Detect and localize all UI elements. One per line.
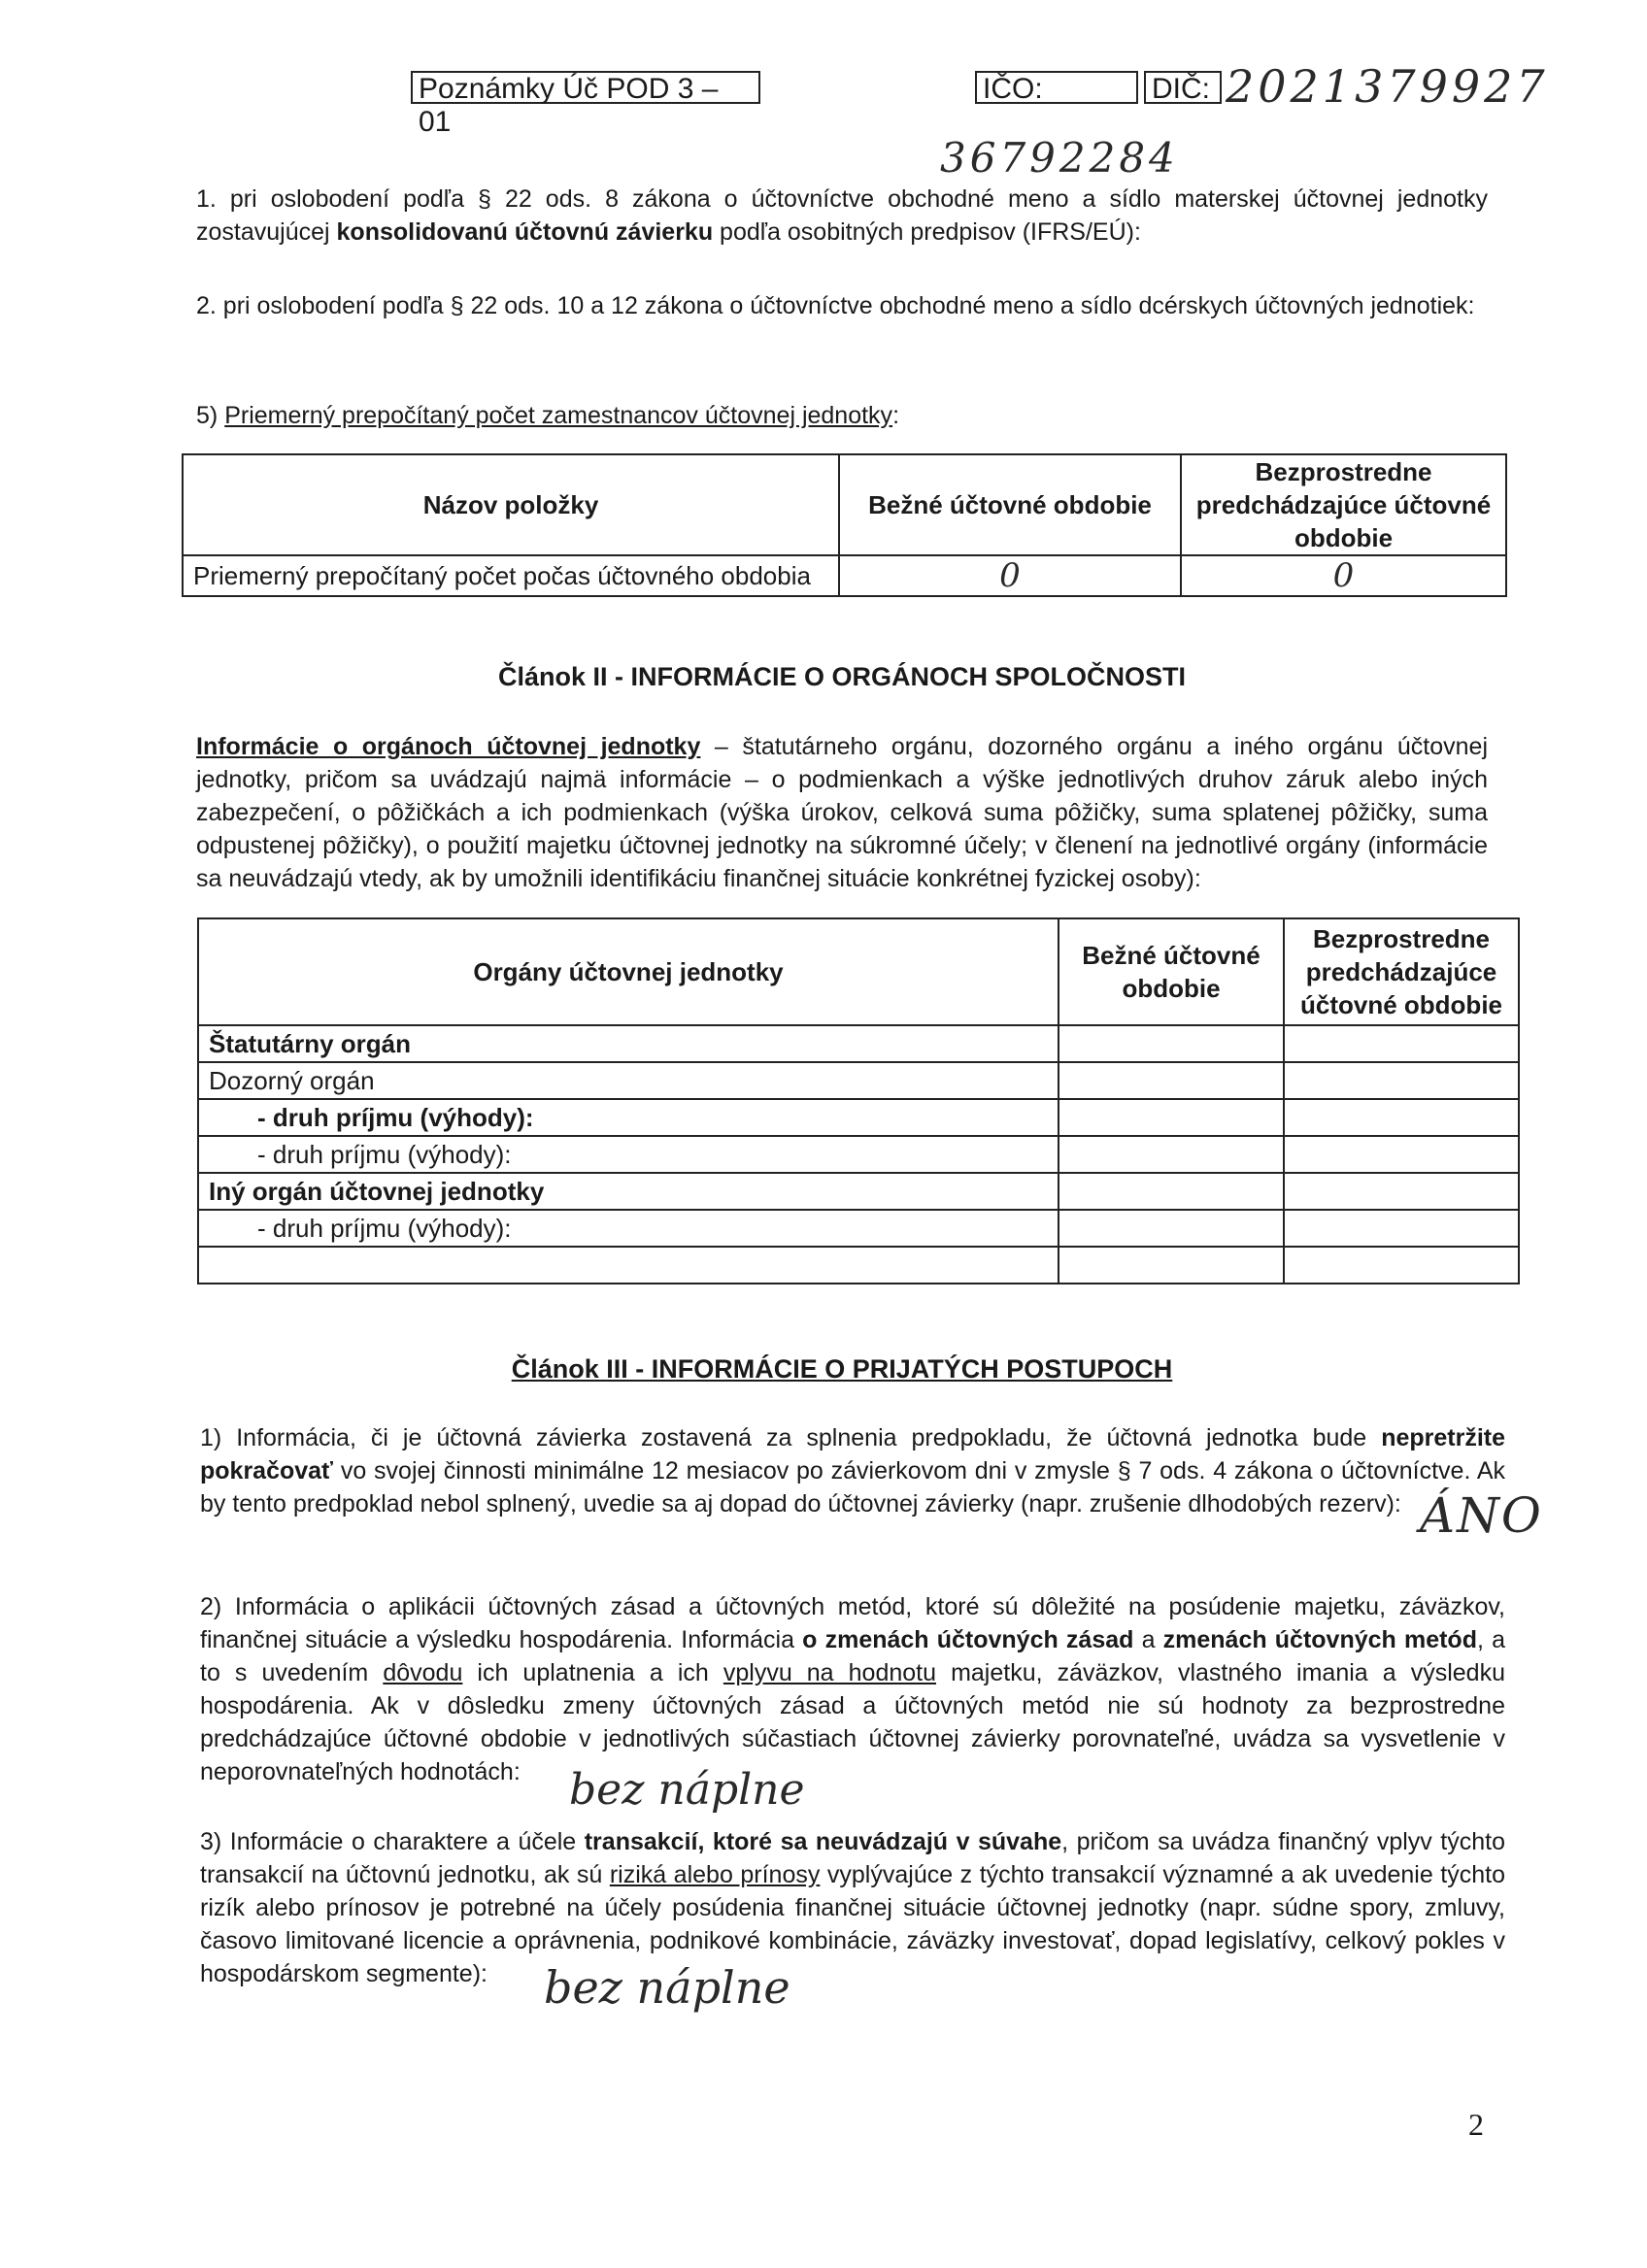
article-3-p3	[200, 1825, 1505, 1990]
ico-handwritten: 36792284	[940, 134, 1179, 182]
article-3-title: Článok III - INFORMÁCIE O PRIJATÝCH POSTUPOCH	[511, 1354, 1173, 1384]
article-3-p2-reason: dôvodu	[383, 1659, 463, 1686]
form-label: Poznámky Úč POD 3 – 01	[419, 73, 719, 138]
organs-cell	[1284, 1099, 1519, 1136]
article-3-p1	[200, 1421, 1505, 1520]
employees-row-current: 0	[839, 555, 1181, 596]
employees-row-prev: 0	[1181, 555, 1506, 596]
employees-col-current: Bežné účtovné obdobie	[839, 454, 1181, 555]
employees-heading-num: 5)	[196, 402, 225, 429]
article-2-title: Článok II - INFORMÁCIE O ORGÁNOCH SPOLOČNOSTI	[497, 662, 1187, 691]
organs-row-label: Štatutárny orgán	[198, 1025, 1059, 1062]
organs-row-label: - druh príjmu (výhody):	[198, 1099, 1059, 1136]
form-label-box	[411, 71, 760, 138]
article-2-paragraph	[196, 730, 1488, 895]
employees-row-label: Priemerný prepočítaný počet počas účtovného obdobia	[183, 555, 839, 596]
article-3-p3-bold: transakcií, ktoré sa neuvádzajú v súvahe	[584, 1828, 1062, 1855]
article-3-p3-answer: bez náplne	[544, 1961, 790, 2014]
dic-box	[1144, 71, 1222, 104]
employees-col-prev: Bezprostredne predchádzajúce účtovné obdobie	[1181, 454, 1506, 555]
article-3-p1-bold: nepretržite pokračovať	[200, 1424, 1505, 1484]
dic-label: DIČ:	[1152, 73, 1210, 105]
intro-item-1-tail: podľa osobitných predpisov (IFRS/EÚ):	[713, 218, 1141, 246]
article-3-p1-text: 1) Informácia, či je účtovná závierka zostavená za splnenia predpokladu, že účtovná jednotka bude	[200, 1424, 1382, 1451]
organs-col-name: Orgány účtovnej jednotky	[198, 918, 1059, 1025]
article-3-p3-text: 3) Informácie o charaktere a účele	[200, 1828, 585, 1855]
organs-row	[198, 1247, 1519, 1284]
article-3-p3-tail: vyplývajúce z týchto transakcií významné a ak uvedenie týchto rizík alebo prínosov je potrebné na účely posúdenia finančnej situácie účtovnej jednotky (napr. súdne spory, zmluvy, časovo limitované licencie a oprávnenia, podnikové kombinácie, záväzky investovať, dopad legislatívy, celkový pokles v hospodárskom segmente):	[200, 1861, 1505, 1987]
article-3-p1-tail: vo svojej činnosti minimálne 12 mesiacov po závierkovom dni v zmysle § 7 ods. 4 zákona o účtovníctve. Ak by tento predpoklad nebol splnený, uvedie sa aj dopad do účtovnej závierky (napr. zrušenie dlhodobých rezerv):	[200, 1457, 1505, 1518]
organs-row	[198, 1025, 1519, 1062]
organs-cell	[1059, 1099, 1284, 1136]
organs-cell	[1284, 1247, 1519, 1284]
organs-table	[197, 917, 1520, 1284]
organs-row	[198, 1062, 1519, 1099]
organs-row	[198, 1210, 1519, 1247]
organs-cell	[1284, 1025, 1519, 1062]
organs-cell	[1059, 1136, 1284, 1173]
article-3-p2-mid: , a to s uvedením	[200, 1626, 1505, 1686]
intro-item-1-bold: konsolidovanú účtovnú závierku	[336, 218, 714, 246]
organs-row	[198, 1136, 1519, 1173]
employees-heading-colon: :	[892, 402, 900, 429]
article-2-para-link: Informácie o orgánoch účtovnej jednotky	[196, 733, 701, 760]
ico-label: IČO:	[983, 73, 1043, 105]
organs-col-current: Bežné účtovné obdobie	[1059, 918, 1284, 1025]
article-3-p2-bold-2: zmenách účtovných metód	[1162, 1626, 1477, 1653]
organs-row	[198, 1099, 1519, 1136]
article-3-p2-impact: vplyvu na hodnotu	[723, 1659, 937, 1686]
page-number: 2	[1468, 2107, 1484, 2142]
organs-cell	[1059, 1173, 1284, 1210]
employees-table	[182, 453, 1507, 597]
organs-cell	[1284, 1062, 1519, 1099]
intro-item-1-text: 1. pri oslobodení podľa § 22 ods. 8 zákona o účtovníctve obchodné meno a sídlo materskej účtovnej jednotky zostavujúcej	[196, 185, 1488, 246]
organs-row-label: - druh príjmu (výhody):	[198, 1210, 1059, 1247]
employees-heading-text: Priemerný prepočítaný počet zamestnancov účtovnej jednotky	[224, 402, 893, 429]
intro-item-1	[196, 183, 1488, 249]
organs-row-label: - druh príjmu (výhody):	[198, 1136, 1059, 1173]
article-3-p3-risks: riziká alebo prínosy	[609, 1861, 821, 1888]
organs-row-label: Dozorný orgán	[198, 1062, 1059, 1099]
employees-heading	[196, 402, 899, 430]
article-3-p1-answer: ÁNO	[1420, 1487, 1543, 1544]
organs-cell	[1059, 1062, 1284, 1099]
article-3-p2-text: 2) Informácia o aplikácii účtovných zásad a účtovných metód, ktoré sú dôležité na posúdenie majetku, záväzkov, finančnej situácie a výsledku hospodárenia. Informácia	[200, 1593, 1505, 1653]
intro-item-2: 2. pri oslobodení podľa § 22 ods. 10 a 12 zákona o účtovníctve obchodné meno a sídlo dcérskych účtovných jednotiek:	[196, 292, 1475, 319]
article-2-para-text: – štatutárneho orgánu, dozorného orgánu a iného orgánu účtovnej jednotky, pričom sa uvádzajú najmä informácie – o podmienkach a výške jednotlivých druhov záruk alebo iných zabezpečení, o pôžičkách a ich podmienkach (výška úrokov, celková suma pôžičky, suma splatenej pôžičky, suma odpustenej pôžičky), o použití majetku účtovnej jednotky na súkromné účely; v členení na jednotlivé orgány (informácie sa neuvádzajú vtedy, ak by umožnili identifikáciu finančnej situácie konkrétnej fyzickej osoby):	[196, 733, 1488, 892]
article-3-p2-bold-1: o zmenách účtovných zásad	[802, 1626, 1134, 1653]
article-3-p2-answer: bez náplne	[569, 1765, 805, 1815]
organs-row-label	[198, 1247, 1059, 1284]
ico-box	[975, 71, 1138, 104]
organs-cell	[1059, 1247, 1284, 1284]
article-3-p3-mid: , pričom sa uvádza finančný vplyv týchto transakcií na účtovnú jednotku, ak sú	[200, 1828, 1505, 1888]
organs-cell	[1284, 1173, 1519, 1210]
article-3-p2-mid-2: ich uplatnenia a ich	[462, 1659, 723, 1686]
employees-col-name: Názov položky	[183, 454, 839, 555]
organs-col-prev: Bezprostredne predchádzajúce účtovné obdobie	[1284, 918, 1519, 1025]
dic-handwritten: 2021379927	[1226, 60, 1549, 113]
organs-row	[198, 1173, 1519, 1210]
article-3-p2	[200, 1590, 1505, 1788]
organs-cell	[1284, 1210, 1519, 1247]
organs-cell	[1059, 1025, 1284, 1062]
article-3-p2-and: a	[1133, 1626, 1163, 1653]
organs-cell	[1284, 1136, 1519, 1173]
organs-cell	[1059, 1210, 1284, 1247]
organs-row-label: Iný orgán účtovnej jednotky	[198, 1173, 1059, 1210]
article-3-p2-tail: majetku, záväzkov, vlastného imania a výsledku hospodárenia. Ak v dôsledku zmeny účtovných zásad a účtovných metód nie sú hodnoty za bezprostredne predchádzajúce účtovné obdobie v jednotlivých súčastiach účtovnej závierky porovnateľné, uvádza sa vysvetlenie v neporovnateľných hodnotách:	[200, 1659, 1505, 1785]
